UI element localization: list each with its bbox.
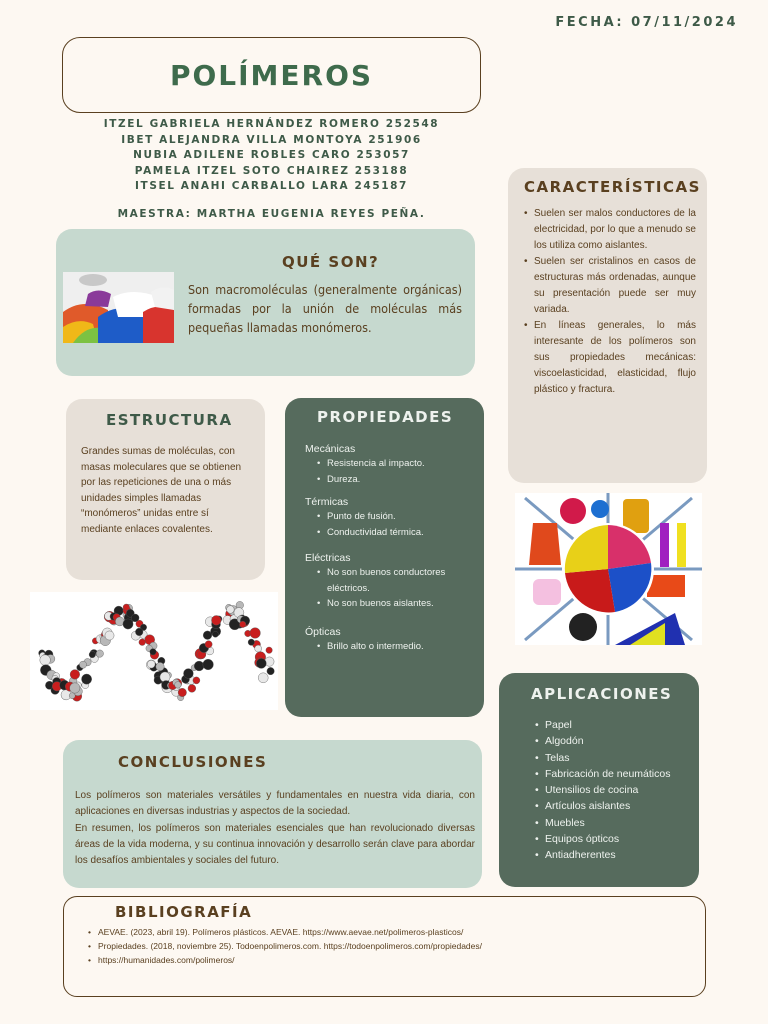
atom [256,658,266,668]
group-title: Ópticas [305,626,341,638]
atom [205,641,212,648]
propiedades-group [305,496,475,540]
atom [135,628,143,636]
atom [89,651,95,657]
list-item: • Muebles [545,815,685,831]
aplicaciones-list [545,717,685,864]
atom [212,616,222,626]
atom [250,628,261,639]
atom [255,645,262,652]
atom [258,673,268,683]
bibliografia-list [98,925,688,967]
group-title: Térmicas [305,496,349,508]
atom [150,649,156,655]
conclusiones-text [75,788,475,869]
atom [40,655,51,666]
atom [139,639,146,646]
list-item: • Papel [545,717,685,733]
atom [240,621,246,627]
estructura-heading: ESTRUCTURA [106,411,233,429]
author: ITSEL ANAHI CARBALLO LARA 245187 [135,180,408,192]
author: IBET ALEJANDRA VILLA MONTOYA 251906 [121,133,422,146]
atom [266,647,272,653]
molecule-image [30,592,278,710]
list-item: • Antiadherentes [545,847,685,863]
conclusiones-paragraph: Los polímeros son materiales versátiles y fundamentales en nuestra vida diaria, con aplicaciones en diversas industrias y aspectos de la sociedad. [75,790,475,818]
reference-item: • AEVAE. (2023, abril 19). Polímeros plásticos. AEVAE. https://www.aevae.net/polimeros-plasticos/ [98,925,688,939]
aplicaciones-card [499,673,699,887]
atom [156,662,164,670]
authors-list [62,117,481,195]
list-item: • Suelen ser cristalinos en casos de estructuras más ordenadas, aunque su presentación puede ser muy variada. [534,254,696,318]
bibliografia-heading: BIBLIOGRAFÍA [115,903,253,921]
atom [188,685,196,693]
list-item: • Equipos ópticos [545,831,685,847]
propiedades-heading: PROPIEDADES [317,408,454,426]
atom [194,661,204,671]
propiedades-group [305,552,475,612]
propiedades-card [285,398,484,717]
author: ITZEL GABRIELA HERNÁNDEZ ROMERO 252548 [103,118,440,130]
list-item: • Telas [545,750,685,766]
estructura-text: Grandes sumas de moléculas, con masas moleculares que se obtienen por las repeticiones de una o más unidades simples llamadas “monómeros” unidas entre sí mediante enlaces covalentes. [81,446,242,535]
atom [105,631,114,640]
atom [248,639,254,645]
list-item: • Algodón [545,733,685,749]
atom [147,660,155,668]
que-son-heading: QUÉ SON? [282,253,380,271]
conclusiones-paragraph: En resumen, los polímeros son materiales esenciales que han revolucionado diversas áreas de la vida moderna, y su continua innovación y desarrollo serán clave para abordar los desafíos ambientales y sociales del futuro. [75,822,475,867]
que-son-text: Son macromoléculas (generalmente orgánicas) formadas por la unión de moléculas más pequeñas llamadas monómeros. [188,282,462,335]
list-item: • Utensilios de cocina [545,782,685,798]
atom [175,682,182,689]
list-item: • No son buenos aislantes. [327,596,475,612]
conclusiones-card [63,740,482,888]
author: NUBIA ADILENE ROBLES CARO 253057 [133,149,410,161]
caracteristicas-card [508,168,707,483]
atom [267,667,274,674]
date: FECHA: 07/11/2024 [555,15,738,30]
atom [212,631,218,637]
plastic-products-image [515,493,702,645]
list-item: • Suelen ser malos conductores de la electricidad, por lo que a menudo se los utiliza como aislantes. [534,206,696,254]
teacher: MAESTRA: MARTHA EUGENIA REYES PEÑA. [117,208,426,220]
atom [70,683,80,693]
reference-item: • Propiedades. (2018, noviembre 25). Todoenpolimeros.com. https://todoenpolimeros.com/propiedades/ [98,939,688,953]
caracteristicas-list [534,206,696,398]
bibliografia-box [63,896,706,997]
list-item: • Resistencia al impacto. [327,456,475,472]
list-item: • Punto de fusión. [327,509,475,525]
group-title: Eléctricas [305,552,351,564]
atom [123,604,129,610]
list-item: • No son buenos conductores eléctricos. [327,565,475,596]
atom [184,669,194,679]
atom [96,650,103,657]
reference-item: • https://humanidades.com/polimeros/ [98,953,688,967]
list-item: • En líneas generales, lo más interesante de los polímeros son sus propiedades mecánicas: viscoelasticidad, elasticidad, flujo plástico y fractura. [534,318,696,398]
title-box [62,37,481,113]
plastic-pellets-image [63,272,174,343]
atom [82,674,92,684]
author: PAMELA ITZEL SOTO CHAIREZ 253188 [134,164,409,177]
estructura-card [66,399,265,580]
atom [178,688,186,696]
propiedades-group [305,443,475,487]
atom [79,661,86,668]
atom [193,677,200,684]
atom [203,659,214,670]
caracteristicas-heading: CARACTERÍSTICAS [524,178,701,196]
list-item: • Fabricación de neumáticos [545,766,685,782]
list-item: • Conductividad térmica. [327,525,475,541]
conclusiones-heading: CONCLUSIONES [118,753,268,771]
atom [70,670,80,680]
atom [123,619,133,629]
atom [227,606,235,614]
list-item: • Brillo alto o intermedio. [327,639,475,655]
list-item: • Artículos aislantes [545,798,685,814]
page-title: POLÍMEROS [169,58,374,92]
group-title: Mecánicas [305,443,356,455]
propiedades-group [305,626,475,655]
list-item: • Dureza. [327,472,475,488]
aplicaciones-heading: APLICACIONES [531,685,673,703]
